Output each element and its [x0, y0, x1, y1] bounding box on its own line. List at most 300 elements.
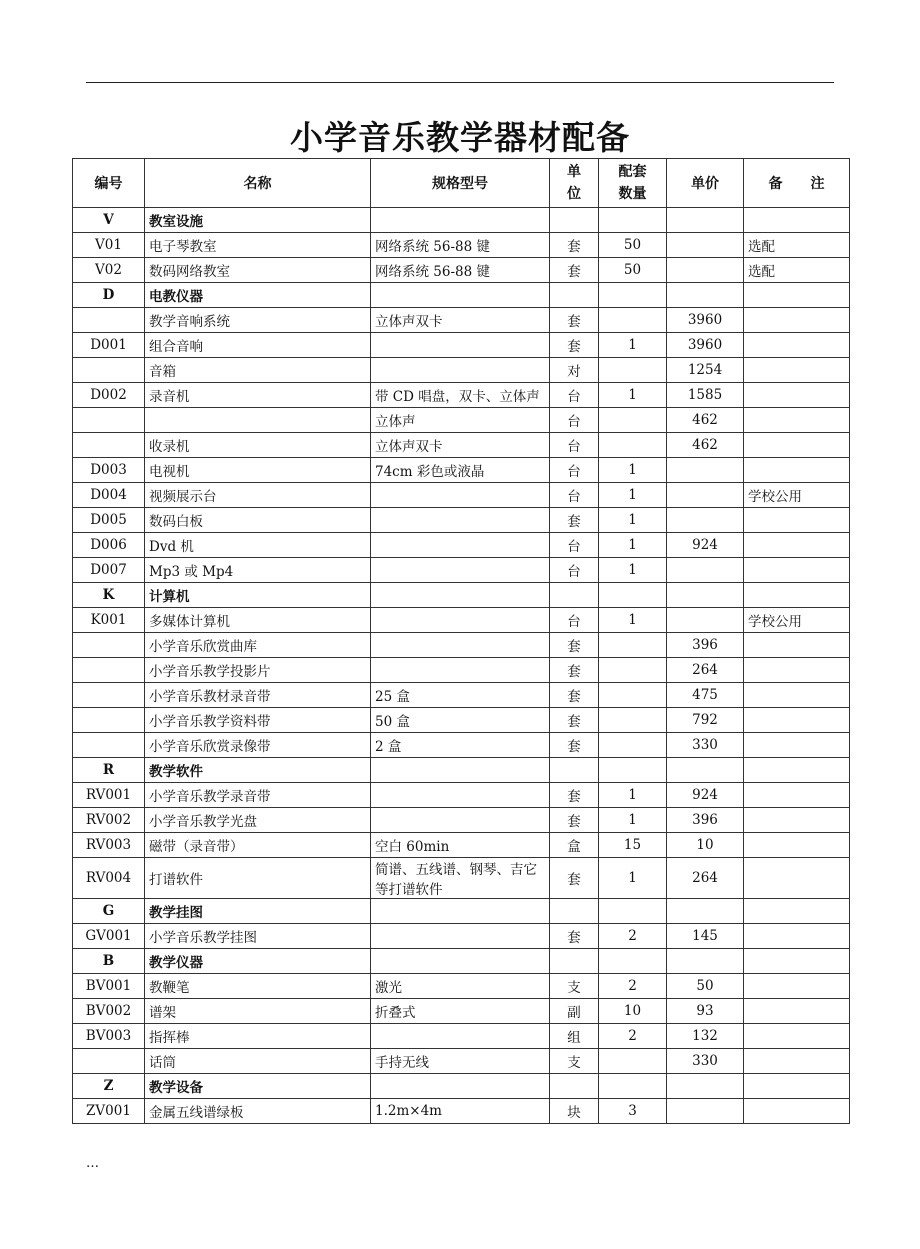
table-row	[73, 533, 850, 558]
table-row	[73, 1074, 850, 1099]
row-qty-cell: 2	[599, 974, 667, 999]
row-name-cell: 小学音乐教学投影片	[145, 658, 371, 683]
row-unit-cell: 套	[550, 333, 599, 358]
row-unit-cell: 套	[550, 708, 599, 733]
row-code-cell: V02	[73, 258, 145, 283]
row-qty-cell: 3	[599, 1099, 667, 1124]
row-name-cell: 小学音乐教学资料带	[145, 708, 371, 733]
row-code-cell: GV001	[73, 924, 145, 949]
row-name-cell: 小学音乐欣赏曲库	[145, 633, 371, 658]
row-spec-cell: 简谱、五线谱、钢琴、吉它等打谱软件	[371, 858, 550, 899]
continuation-ellipsis: …	[86, 1156, 99, 1171]
row-unit-cell	[550, 208, 599, 233]
table-row	[73, 633, 850, 658]
row-code-cell: K001	[73, 608, 145, 633]
row-note-cell	[744, 858, 850, 899]
row-code-cell	[73, 1049, 145, 1074]
row-spec-cell	[371, 358, 550, 383]
row-qty-cell: 2	[599, 1024, 667, 1049]
row-spec-cell: 25 盒	[371, 683, 550, 708]
row-code-cell: V01	[73, 233, 145, 258]
row-unit-cell: 组	[550, 1024, 599, 1049]
page-title: 小学音乐教学器材配备	[290, 118, 630, 157]
row-price-cell	[667, 283, 744, 308]
row-spec-cell: 立体声	[371, 408, 550, 433]
row-spec-cell	[371, 1074, 550, 1099]
row-spec-cell	[371, 333, 550, 358]
row-qty-cell	[599, 949, 667, 974]
row-note-cell	[744, 458, 850, 483]
row-unit-cell: 套	[550, 733, 599, 758]
header-name: 名称	[145, 159, 371, 208]
row-price-cell: 93	[667, 999, 744, 1024]
row-spec-cell	[371, 633, 550, 658]
row-qty-cell	[599, 208, 667, 233]
table-row	[73, 783, 850, 808]
header-unit	[550, 159, 599, 208]
row-spec-cell: 1.2m×4m	[371, 1099, 550, 1124]
row-unit-cell: 套	[550, 633, 599, 658]
table-row	[73, 608, 850, 633]
row-spec-cell: 空白 60min	[371, 833, 550, 858]
table-row	[73, 233, 850, 258]
row-code-cell: D001	[73, 333, 145, 358]
row-unit-cell	[550, 583, 599, 608]
row-price-cell: 264	[667, 858, 744, 899]
row-qty-cell	[599, 358, 667, 383]
row-unit-cell: 套	[550, 233, 599, 258]
row-qty-cell: 1	[599, 383, 667, 408]
row-unit-cell: 台	[550, 433, 599, 458]
row-note-cell	[744, 999, 850, 1024]
row-price-cell	[667, 1074, 744, 1099]
row-spec-cell	[371, 949, 550, 974]
row-unit-cell: 套	[550, 658, 599, 683]
row-code-cell: RV002	[73, 808, 145, 833]
row-price-cell: 396	[667, 808, 744, 833]
row-code-cell: D004	[73, 483, 145, 508]
table-row	[73, 833, 850, 858]
row-code-cell	[73, 633, 145, 658]
row-code-cell: G	[73, 899, 145, 924]
row-unit-cell: 盒	[550, 833, 599, 858]
header-spec: 规格型号	[371, 159, 550, 208]
table-row	[73, 1049, 850, 1074]
row-name-cell: 教学软件	[145, 758, 371, 783]
row-note-cell	[744, 408, 850, 433]
row-price-cell	[667, 1099, 744, 1124]
table-row	[73, 208, 850, 233]
row-note-cell: 选配	[744, 258, 850, 283]
row-name-cell: 电子琴教室	[145, 233, 371, 258]
row-unit-cell	[550, 899, 599, 924]
table-row	[73, 949, 850, 974]
row-spec-cell	[371, 1024, 550, 1049]
row-price-cell: 396	[667, 633, 744, 658]
table-row	[73, 858, 850, 899]
table-row	[73, 483, 850, 508]
header-qty-text: 配套数量	[618, 164, 647, 202]
row-note-cell	[744, 808, 850, 833]
row-spec-cell: 2 盒	[371, 733, 550, 758]
row-name-cell: 教鞭笔	[145, 974, 371, 999]
row-note-cell	[744, 1074, 850, 1099]
row-unit-cell: 套	[550, 858, 599, 899]
row-unit-cell	[550, 283, 599, 308]
row-qty-cell	[599, 1074, 667, 1099]
table-row	[73, 733, 850, 758]
row-price-cell: 10	[667, 833, 744, 858]
row-price-cell: 792	[667, 708, 744, 733]
row-name-cell: 数码白板	[145, 508, 371, 533]
row-price-cell: 924	[667, 783, 744, 808]
row-qty-cell: 50	[599, 233, 667, 258]
table-row	[73, 383, 850, 408]
table-row	[73, 583, 850, 608]
row-note-cell	[744, 708, 850, 733]
row-spec-cell	[371, 583, 550, 608]
row-price-cell	[667, 258, 744, 283]
row-price-cell: 132	[667, 1024, 744, 1049]
row-name-cell: 数码网络教室	[145, 258, 371, 283]
header-unit-text: 单位	[567, 164, 581, 202]
row-price-cell	[667, 458, 744, 483]
row-name-cell: 小学音乐教学录音带	[145, 783, 371, 808]
row-note-cell	[744, 733, 850, 758]
row-price-cell	[667, 208, 744, 233]
row-code-cell	[73, 733, 145, 758]
row-price-cell	[667, 608, 744, 633]
row-spec-cell	[371, 208, 550, 233]
row-code-cell: ZV001	[73, 1099, 145, 1124]
row-name-cell: 录音机	[145, 383, 371, 408]
row-qty-cell	[599, 583, 667, 608]
row-qty-cell: 2	[599, 924, 667, 949]
row-qty-cell	[599, 758, 667, 783]
row-unit-cell	[550, 758, 599, 783]
row-code-cell	[73, 658, 145, 683]
row-name-cell: 计算机	[145, 583, 371, 608]
row-name-cell: 小学音乐教材录音带	[145, 683, 371, 708]
row-qty-cell: 1	[599, 508, 667, 533]
row-unit-cell: 套	[550, 258, 599, 283]
row-code-cell: K	[73, 583, 145, 608]
row-unit-cell: 套	[550, 308, 599, 333]
row-price-cell: 462	[667, 408, 744, 433]
row-spec-cell: 激光	[371, 974, 550, 999]
row-name-cell: 电视机	[145, 458, 371, 483]
row-note-cell	[744, 758, 850, 783]
row-code-cell: D006	[73, 533, 145, 558]
row-name-cell: 组合音响	[145, 333, 371, 358]
row-code-cell: BV002	[73, 999, 145, 1024]
row-spec-cell: 折叠式	[371, 999, 550, 1024]
row-unit-cell: 套	[550, 508, 599, 533]
row-qty-cell	[599, 283, 667, 308]
row-qty-cell: 10	[599, 999, 667, 1024]
row-qty-cell: 1	[599, 608, 667, 633]
row-qty-cell	[599, 733, 667, 758]
row-spec-cell: 网络系统 56-88 键	[371, 258, 550, 283]
row-note-cell	[744, 208, 850, 233]
row-code-cell	[73, 433, 145, 458]
row-price-cell: 3960	[667, 333, 744, 358]
row-code-cell: RV001	[73, 783, 145, 808]
row-unit-cell: 对	[550, 358, 599, 383]
row-qty-cell: 1	[599, 333, 667, 358]
row-code-cell: R	[73, 758, 145, 783]
table-row	[73, 808, 850, 833]
row-name-cell	[145, 408, 371, 433]
row-note-cell: 学校公用	[744, 608, 850, 633]
row-spec-cell: 74cm 彩色或液晶	[371, 458, 550, 483]
row-name-cell: 教室设施	[145, 208, 371, 233]
row-spec-cell	[371, 558, 550, 583]
row-name-cell: 指挥棒	[145, 1024, 371, 1049]
table-row	[73, 683, 850, 708]
row-note-cell	[744, 358, 850, 383]
row-note-cell	[744, 1049, 850, 1074]
row-note-cell	[744, 833, 850, 858]
row-note-cell	[744, 508, 850, 533]
row-unit-cell	[550, 949, 599, 974]
table-row	[73, 458, 850, 483]
row-name-cell: Mp3 或 Mp4	[145, 558, 371, 583]
table-row	[73, 408, 850, 433]
row-name-cell: 小学音乐教学挂图	[145, 924, 371, 949]
row-code-cell	[73, 408, 145, 433]
row-code-cell	[73, 308, 145, 333]
header-rule	[86, 82, 834, 83]
row-note-cell	[744, 924, 850, 949]
row-price-cell: 1585	[667, 383, 744, 408]
row-spec-cell	[371, 658, 550, 683]
row-name-cell: 小学音乐欣赏录像带	[145, 733, 371, 758]
table-row	[73, 508, 850, 533]
row-qty-cell: 1	[599, 558, 667, 583]
row-note-cell	[744, 633, 850, 658]
row-qty-cell: 1	[599, 858, 667, 899]
row-unit-cell: 套	[550, 783, 599, 808]
table-row	[73, 258, 850, 283]
row-note-cell	[744, 558, 850, 583]
row-note-cell	[744, 333, 850, 358]
row-qty-cell: 1	[599, 458, 667, 483]
row-price-cell: 145	[667, 924, 744, 949]
row-code-cell	[73, 683, 145, 708]
row-qty-cell	[599, 633, 667, 658]
row-qty-cell	[599, 708, 667, 733]
table-row	[73, 974, 850, 999]
row-spec-cell: 50 盒	[371, 708, 550, 733]
row-name-cell: 多媒体计算机	[145, 608, 371, 633]
row-price-cell	[667, 508, 744, 533]
row-qty-cell	[599, 899, 667, 924]
header-note: 备 注	[744, 159, 850, 208]
row-name-cell: 视频展示台	[145, 483, 371, 508]
row-unit-cell: 套	[550, 808, 599, 833]
row-note-cell	[744, 283, 850, 308]
table-body	[73, 208, 850, 1124]
row-price-cell: 264	[667, 658, 744, 683]
row-unit-cell: 台	[550, 608, 599, 633]
row-spec-cell	[371, 808, 550, 833]
row-note-cell	[744, 783, 850, 808]
row-unit-cell: 台	[550, 408, 599, 433]
row-note-cell: 学校公用	[744, 483, 850, 508]
row-spec-cell	[371, 483, 550, 508]
row-qty-cell	[599, 433, 667, 458]
row-unit-cell: 台	[550, 558, 599, 583]
row-price-cell: 330	[667, 1049, 744, 1074]
row-name-cell: Dvd 机	[145, 533, 371, 558]
row-unit-cell: 套	[550, 924, 599, 949]
row-code-cell	[73, 708, 145, 733]
table-row	[73, 308, 850, 333]
row-unit-cell: 块	[550, 1099, 599, 1124]
row-note-cell	[744, 974, 850, 999]
table-row	[73, 283, 850, 308]
table-row	[73, 333, 850, 358]
table-row	[73, 558, 850, 583]
row-qty-cell: 50	[599, 258, 667, 283]
row-name-cell: 打谱软件	[145, 858, 371, 899]
row-note-cell	[744, 308, 850, 333]
row-price-cell: 3960	[667, 308, 744, 333]
row-code-cell: RV004	[73, 858, 145, 899]
row-code-cell: BV001	[73, 974, 145, 999]
row-unit-cell: 台	[550, 533, 599, 558]
row-note-cell: 选配	[744, 233, 850, 258]
table-row	[73, 708, 850, 733]
row-note-cell	[744, 1099, 850, 1124]
row-name-cell: 磁带（录音带）	[145, 833, 371, 858]
row-qty-cell: 1	[599, 783, 667, 808]
row-spec-cell	[371, 608, 550, 633]
table-row	[73, 658, 850, 683]
table-header-row	[73, 159, 850, 208]
table-row	[73, 433, 850, 458]
row-code-cell: B	[73, 949, 145, 974]
row-name-cell: 教学仪器	[145, 949, 371, 974]
table-row	[73, 1024, 850, 1049]
row-code-cell: BV003	[73, 1024, 145, 1049]
row-code-cell: V	[73, 208, 145, 233]
row-note-cell	[744, 583, 850, 608]
row-spec-cell: 立体声双卡	[371, 308, 550, 333]
row-price-cell: 462	[667, 433, 744, 458]
row-unit-cell: 台	[550, 458, 599, 483]
row-price-cell	[667, 233, 744, 258]
row-price-cell: 50	[667, 974, 744, 999]
row-name-cell: 电教仪器	[145, 283, 371, 308]
row-note-cell	[744, 658, 850, 683]
row-note-cell	[744, 433, 850, 458]
row-qty-cell	[599, 1049, 667, 1074]
row-unit-cell: 支	[550, 1049, 599, 1074]
row-price-cell	[667, 949, 744, 974]
row-price-cell: 1254	[667, 358, 744, 383]
row-spec-cell	[371, 508, 550, 533]
row-spec-cell	[371, 533, 550, 558]
table-row	[73, 999, 850, 1024]
row-unit-cell: 台	[550, 383, 599, 408]
row-name-cell: 金属五线谱绿板	[145, 1099, 371, 1124]
row-unit-cell: 支	[550, 974, 599, 999]
row-price-cell: 924	[667, 533, 744, 558]
row-code-cell: D002	[73, 383, 145, 408]
row-qty-cell: 1	[599, 483, 667, 508]
row-unit-cell	[550, 1074, 599, 1099]
row-qty-cell	[599, 658, 667, 683]
row-name-cell: 话筒	[145, 1049, 371, 1074]
row-name-cell: 教学设备	[145, 1074, 371, 1099]
row-spec-cell	[371, 924, 550, 949]
row-price-cell	[667, 899, 744, 924]
row-spec-cell	[371, 899, 550, 924]
row-name-cell: 教学挂图	[145, 899, 371, 924]
table-row	[73, 899, 850, 924]
row-code-cell: D003	[73, 458, 145, 483]
row-code-cell: Z	[73, 1074, 145, 1099]
table-row	[73, 358, 850, 383]
row-price-cell	[667, 558, 744, 583]
row-code-cell: D	[73, 283, 145, 308]
row-qty-cell: 15	[599, 833, 667, 858]
row-price-cell	[667, 758, 744, 783]
header-code: 编号	[73, 159, 145, 208]
row-name-cell: 收录机	[145, 433, 371, 458]
row-note-cell	[744, 1024, 850, 1049]
row-code-cell: D005	[73, 508, 145, 533]
row-unit-cell: 副	[550, 999, 599, 1024]
row-note-cell	[744, 533, 850, 558]
row-qty-cell	[599, 308, 667, 333]
row-name-cell: 教学音响系统	[145, 308, 371, 333]
row-unit-cell: 台	[550, 483, 599, 508]
row-spec-cell: 立体声双卡	[371, 433, 550, 458]
row-spec-cell: 网络系统 56-88 键	[371, 233, 550, 258]
row-note-cell	[744, 683, 850, 708]
row-qty-cell: 1	[599, 808, 667, 833]
header-price: 单价	[667, 159, 744, 208]
row-name-cell: 音箱	[145, 358, 371, 383]
row-name-cell: 谱架	[145, 999, 371, 1024]
row-price-cell: 330	[667, 733, 744, 758]
table-row	[73, 924, 850, 949]
row-spec-cell	[371, 283, 550, 308]
row-price-cell	[667, 483, 744, 508]
equipment-table	[72, 158, 850, 1124]
row-spec-cell	[371, 783, 550, 808]
row-qty-cell	[599, 683, 667, 708]
row-spec-cell	[371, 758, 550, 783]
header-qty	[599, 159, 667, 208]
row-note-cell	[744, 949, 850, 974]
row-qty-cell	[599, 408, 667, 433]
row-unit-cell: 套	[550, 683, 599, 708]
table-row	[73, 758, 850, 783]
row-name-cell: 小学音乐教学光盘	[145, 808, 371, 833]
row-spec-cell: 带 CD 唱盘，双卡、立体声	[371, 383, 550, 408]
row-spec-cell: 手持无线	[371, 1049, 550, 1074]
row-price-cell	[667, 583, 744, 608]
row-code-cell: RV003	[73, 833, 145, 858]
row-note-cell	[744, 383, 850, 408]
row-code-cell: D007	[73, 558, 145, 583]
row-qty-cell: 1	[599, 533, 667, 558]
row-code-cell	[73, 358, 145, 383]
